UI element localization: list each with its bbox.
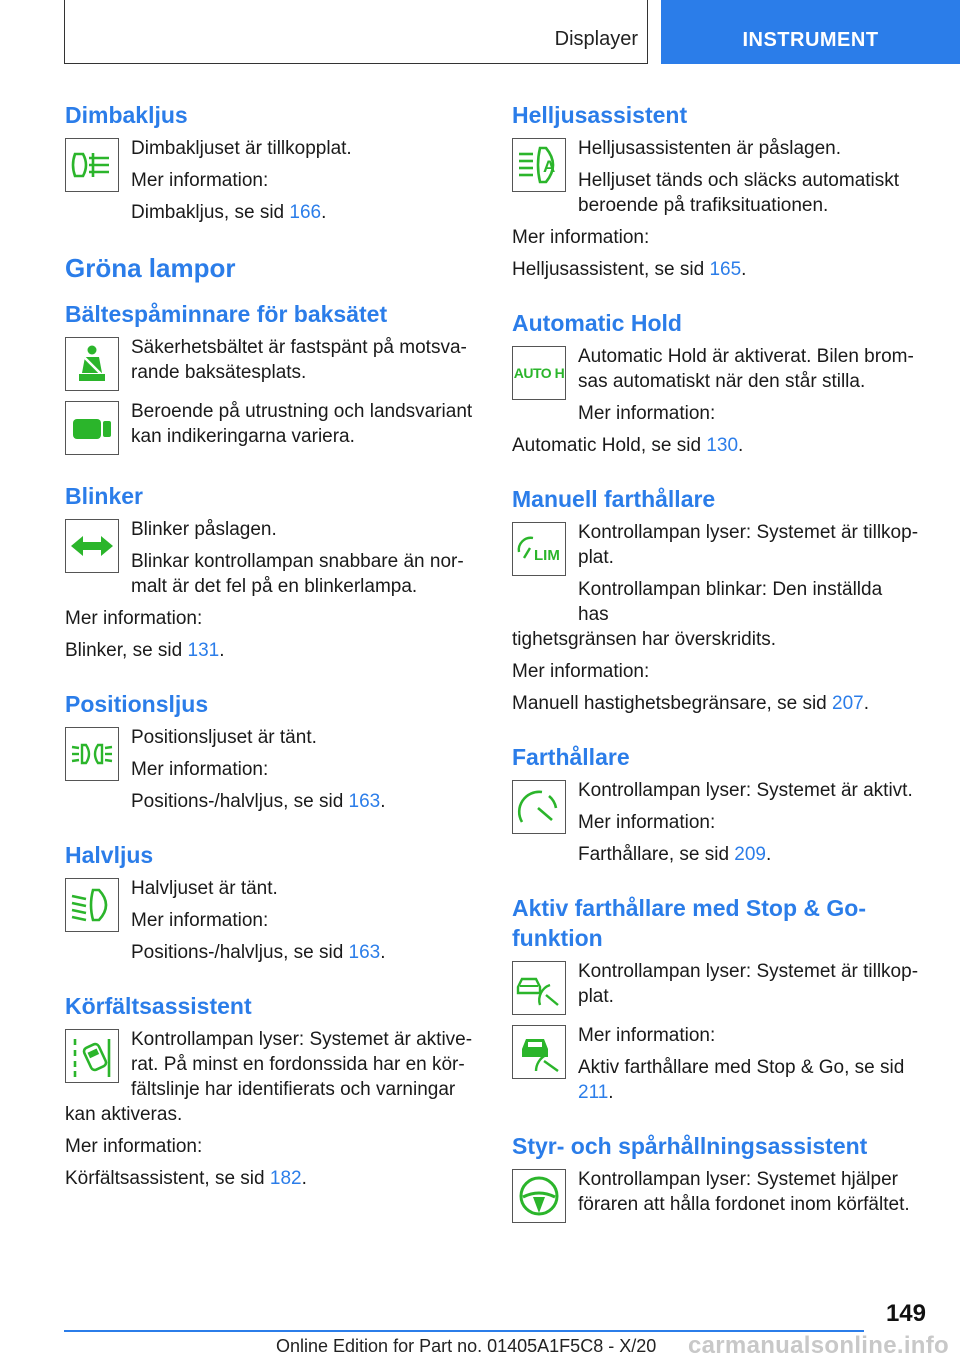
- section-position-light: [65, 689, 475, 814]
- rear-fog-light-icon: [65, 138, 119, 192]
- reference-end: .: [738, 435, 744, 456]
- section-title: Farthållare: [512, 744, 630, 770]
- reference-text: Automatic Hold, se sid: [512, 435, 707, 456]
- indicator-item: [512, 1167, 924, 1223]
- section-title: Aktiv farthållare med Stop & Go-funktion: [512, 895, 867, 951]
- turn-signal-arrows-icon: [65, 519, 119, 573]
- section-rear-fog-light: [65, 100, 475, 225]
- reference-end: .: [219, 640, 225, 661]
- body-text: Blinker påslagen.: [131, 519, 277, 540]
- section-title: Blinker: [65, 483, 143, 509]
- reference-end: .: [863, 693, 870, 714]
- reference-text: Positions-/halvljus, se sid: [131, 791, 349, 812]
- reference-text: Farthållare, se sid: [578, 844, 735, 865]
- body-text: Kontrollampan lyser: Systemet är tillkopplat.: [578, 522, 919, 568]
- indicator-item: [65, 399, 475, 455]
- indicator-item: [65, 136, 475, 225]
- page-link[interactable]: 163: [348, 791, 381, 812]
- body-text: Mer information:: [512, 661, 650, 682]
- page-reference: [131, 200, 475, 225]
- body-text: kan aktiveras.: [65, 1104, 183, 1125]
- section-title: Körfältsassistent: [65, 993, 252, 1019]
- watermark: carmanualsonline.info: [688, 1332, 950, 1359]
- active-cruise-icon: [512, 961, 566, 1015]
- body-text: Mer information:: [578, 1025, 716, 1046]
- page-reference: [131, 789, 475, 814]
- section-manual-speed-limiter: [512, 484, 924, 716]
- section-low-beam: [65, 840, 475, 965]
- body-text: Helljusassistenten är påslagen.: [578, 138, 841, 159]
- page-link[interactable]: 209: [734, 844, 766, 865]
- body-text: Mer information:: [131, 759, 269, 780]
- body-text: Mer information:: [578, 812, 716, 833]
- section-blinker: [65, 481, 475, 663]
- right-column: [512, 100, 924, 1249]
- body-text: Kontrollampan lyser: Systemet är tillkopplat.: [578, 961, 919, 1007]
- reference-end: .: [380, 942, 386, 963]
- reference-text: Dimbakljus, se sid: [131, 202, 290, 223]
- page-reference: [65, 638, 475, 663]
- auto-hold-icon-label: AUTO H: [513, 365, 565, 381]
- page-link[interactable]: 131: [187, 640, 220, 661]
- section-title: Manuell farthållare: [512, 486, 716, 512]
- page-reference: [578, 842, 924, 867]
- active-cruise-distance-icon: [512, 1025, 566, 1079]
- body-text: Säkerhetsbältet är fastspänt på motsvarande baksätesplats.: [131, 337, 467, 383]
- body-text: Mer information:: [131, 170, 269, 191]
- body-text: Mer information:: [578, 403, 716, 424]
- section-title: Helljusassistent: [512, 102, 688, 128]
- body-text: Dimbakljuset är tillkopplat.: [131, 138, 352, 159]
- section-high-beam-assistant: [512, 100, 924, 282]
- position-light-icon: [65, 727, 119, 781]
- body-text: Mer information:: [65, 1136, 203, 1157]
- body-text: Mer information:: [131, 910, 269, 931]
- indicator-item: [512, 1023, 924, 1105]
- section-automatic-hold: [512, 308, 924, 458]
- section-title: Automatic Hold: [512, 310, 682, 336]
- page-link[interactable]: 182: [269, 1168, 302, 1189]
- reference-text: Helljusassistent, se sid: [512, 259, 710, 280]
- reference-end: .: [301, 1168, 307, 1189]
- indicator-item: [65, 725, 475, 814]
- page-reference: [512, 257, 924, 282]
- lane-departure-icon: [65, 1029, 119, 1083]
- page-link[interactable]: 163: [348, 942, 381, 963]
- reference-text: Blinker, se sid: [65, 640, 188, 661]
- page-reference: [131, 940, 475, 965]
- indicator-item: [65, 335, 475, 391]
- section-belt-reminder: [65, 299, 475, 455]
- left-column: [65, 100, 475, 1217]
- body-text: Mer information:: [65, 608, 203, 629]
- reference-end: .: [741, 259, 747, 280]
- section-title: Halvljus: [65, 842, 154, 868]
- indicator-item: [65, 876, 475, 965]
- header-chapter-tab[interactable]: INSTRUMENT: [661, 0, 960, 64]
- chapter-title: Gröna lampor: [65, 253, 236, 283]
- indicator-item: [512, 959, 924, 1015]
- reference-text: Manuell hastighetsbegränsare, se sid: [512, 693, 833, 714]
- section-title: Positionsljus: [65, 691, 209, 717]
- body-text: tighetsgränsen har överskridits.: [512, 629, 777, 650]
- indicator-item: [512, 778, 924, 867]
- body-text: Kontrollampan lyser: Systemet är aktiverat. På minst en fordonssida har en körfältslinje har identifierats och varningar: [131, 1029, 473, 1100]
- reference-text: Aktiv farthållare med Stop & Go, se sid: [578, 1057, 905, 1078]
- seatbelt-icon: [65, 337, 119, 391]
- body-text: Helljuset tänds och släcks automatiskt beroende på trafiksituationen.: [578, 170, 900, 216]
- low-beam-icon: [65, 878, 119, 932]
- page-link[interactable]: 130: [706, 435, 739, 456]
- svg-text:A: A: [543, 157, 556, 176]
- body-text: Kontrollampan lyser: Systemet hjälper föraren att hålla fordonet inom körfältet.: [578, 1169, 910, 1215]
- indicator-item: [512, 344, 924, 426]
- footer-edition: Online Edition for Part no. 01405A1F5C8 - X/20: [276, 1336, 657, 1356]
- steering-wheel-icon: [512, 1169, 566, 1223]
- body-text: Automatic Hold är aktiverat. Bilen bromsas automatiskt när den står stilla.: [578, 346, 914, 392]
- body-text: Kontrollampan lyser: Systemet är aktivt.: [578, 780, 913, 801]
- section-active-cruise-control: [512, 893, 924, 1105]
- reference-end: .: [766, 844, 772, 865]
- reference-end: .: [380, 791, 386, 812]
- section-cruise-control: [512, 742, 924, 867]
- indicator-item: [65, 517, 475, 599]
- page-reference: [512, 691, 924, 716]
- reference-end: .: [608, 1082, 614, 1103]
- indicator-item: [65, 1027, 475, 1102]
- body-text: Beroende på utrustning och landsvariant kan indikeringarna variera.: [131, 401, 473, 447]
- indicator-item: [512, 136, 924, 218]
- page-reference: [512, 433, 924, 458]
- chapter-green-lamps: [65, 251, 475, 285]
- reference-text: Positions-/halvljus, se sid: [131, 942, 349, 963]
- body-text: Halvljuset är tänt.: [131, 878, 278, 899]
- body-text: Blinkar kontrollampan snabbare än normalt är det fel på en blinkerlampa.: [131, 551, 464, 597]
- body-text: Kontrollampan blinkar: Den inställda has: [578, 579, 883, 625]
- body-text: Positionsljuset är tänt.: [131, 727, 317, 748]
- auto-hold-icon: [512, 346, 566, 400]
- page-reference: [578, 1055, 924, 1105]
- high-beam-assistant-icon: [512, 138, 566, 192]
- page-reference: [65, 1166, 475, 1191]
- page-link[interactable]: 207: [832, 693, 864, 714]
- section-lane-assistant: [65, 991, 475, 1191]
- page-number: 149: [885, 1300, 926, 1327]
- section-title: Styr- och spårhållningsassistent: [512, 1133, 868, 1159]
- section-title: Bältespåminnare för baksätet: [65, 301, 388, 327]
- svg-text:LIM: LIM: [534, 547, 560, 564]
- seat-indicator-icon: [65, 401, 119, 455]
- section-title: Dimbakljus: [65, 102, 188, 128]
- section-steering-assistant: [512, 1131, 924, 1223]
- header-section-title: Displayer: [554, 28, 638, 50]
- page-link[interactable]: 165: [709, 259, 742, 280]
- reference-end: .: [321, 202, 327, 223]
- cruise-control-icon: [512, 780, 566, 834]
- speed-limiter-icon: [512, 522, 566, 576]
- page-link[interactable]: 211: [578, 1082, 609, 1103]
- reference-text: Körfältsassistent, se sid: [65, 1168, 270, 1189]
- indicator-item: [512, 520, 924, 627]
- body-text: Mer information:: [512, 227, 650, 248]
- page-link[interactable]: 166: [289, 202, 322, 223]
